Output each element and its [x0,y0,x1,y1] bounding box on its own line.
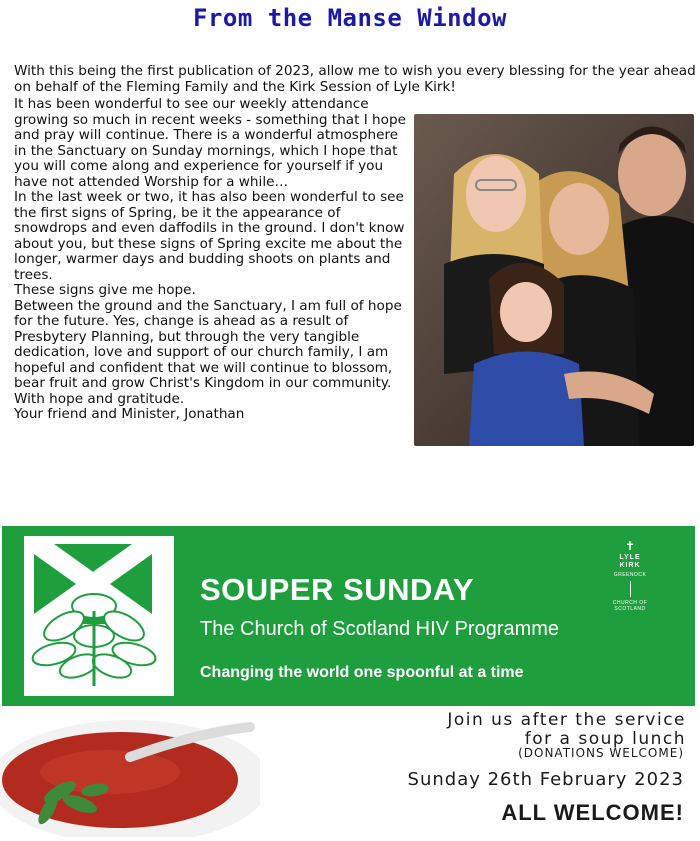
soup-bowl-image [0,712,260,837]
lyle-kirk-denomination: CHURCH OF SCOTLAND [612,600,648,612]
banner-subtitle: The Church of Scotland HIV Programme [200,618,560,640]
event-line-1: Join us after the service [447,710,686,730]
event-welcome: ALL WELCOME! [501,800,684,825]
family-photo [414,114,694,446]
letter-paragraph: These signs give me hope. [14,282,196,298]
cross-icon: ✝ [624,539,636,553]
letter-paragraph: With hope and gratitude. [14,390,185,407]
lyle-kirk-name: LYLE KIRK [619,554,641,569]
souper-sunday-banner [2,526,695,706]
letter-signoff: Your friend and Minister, Jonathan [14,406,245,422]
lyle-kirk-logo [600,540,660,640]
event-date: Sunday 26th February 2023 [407,769,684,790]
page-title: From the Manse Window [193,4,507,32]
event-donations: (DONATIONS WELCOME) [518,746,684,760]
letter-intro: With this being the first publication of 2023, allow me to wish you every blessing for the year ahead on behalf of the Fleming Family and the Kirk Session of Lyle Kirk! [14,63,696,95]
banner-tagline: Changing the world one spoonful at a time [200,664,524,681]
event-line-2: for a soup lunch [524,729,686,749]
letter-paragraph: Between the ground and the Sanctuary, I am full of hope for the future. Yes, change is ahead as a result of Presbytery Planning, but through the very tangible dedication, love and support of our church family, I am hopeful and confident that we will continue to blossom, bear fruit and grow Christ's Kingdom in our community. [14,297,402,391]
banner-title: SOUPER SUNDAY [200,572,475,607]
letter-body [14,97,412,423]
divider-line [630,581,631,597]
letter-paragraph: It has been wonderful to see our weekly attendance growing so much in recent weeks - something that I hope and pray will continue. There is a wonderful atmosphere in the Sanctuary on Sunday mornings, which I hope that you will come along and experience for yourself if you have not attended Worship for a while… [14,96,406,190]
souper-sunday-logo [24,536,174,696]
letter-paragraph: In the last week or two, it has also been wonderful to see the first signs of Spring, be it the appearance of snowdrops and even daffodils in the ground. I don't know about you, but these signs of Spring excite me about the longer, warmer days and budding shoots on plants and trees. [14,189,405,283]
lyle-kirk-location: GREENOCK [613,572,647,578]
